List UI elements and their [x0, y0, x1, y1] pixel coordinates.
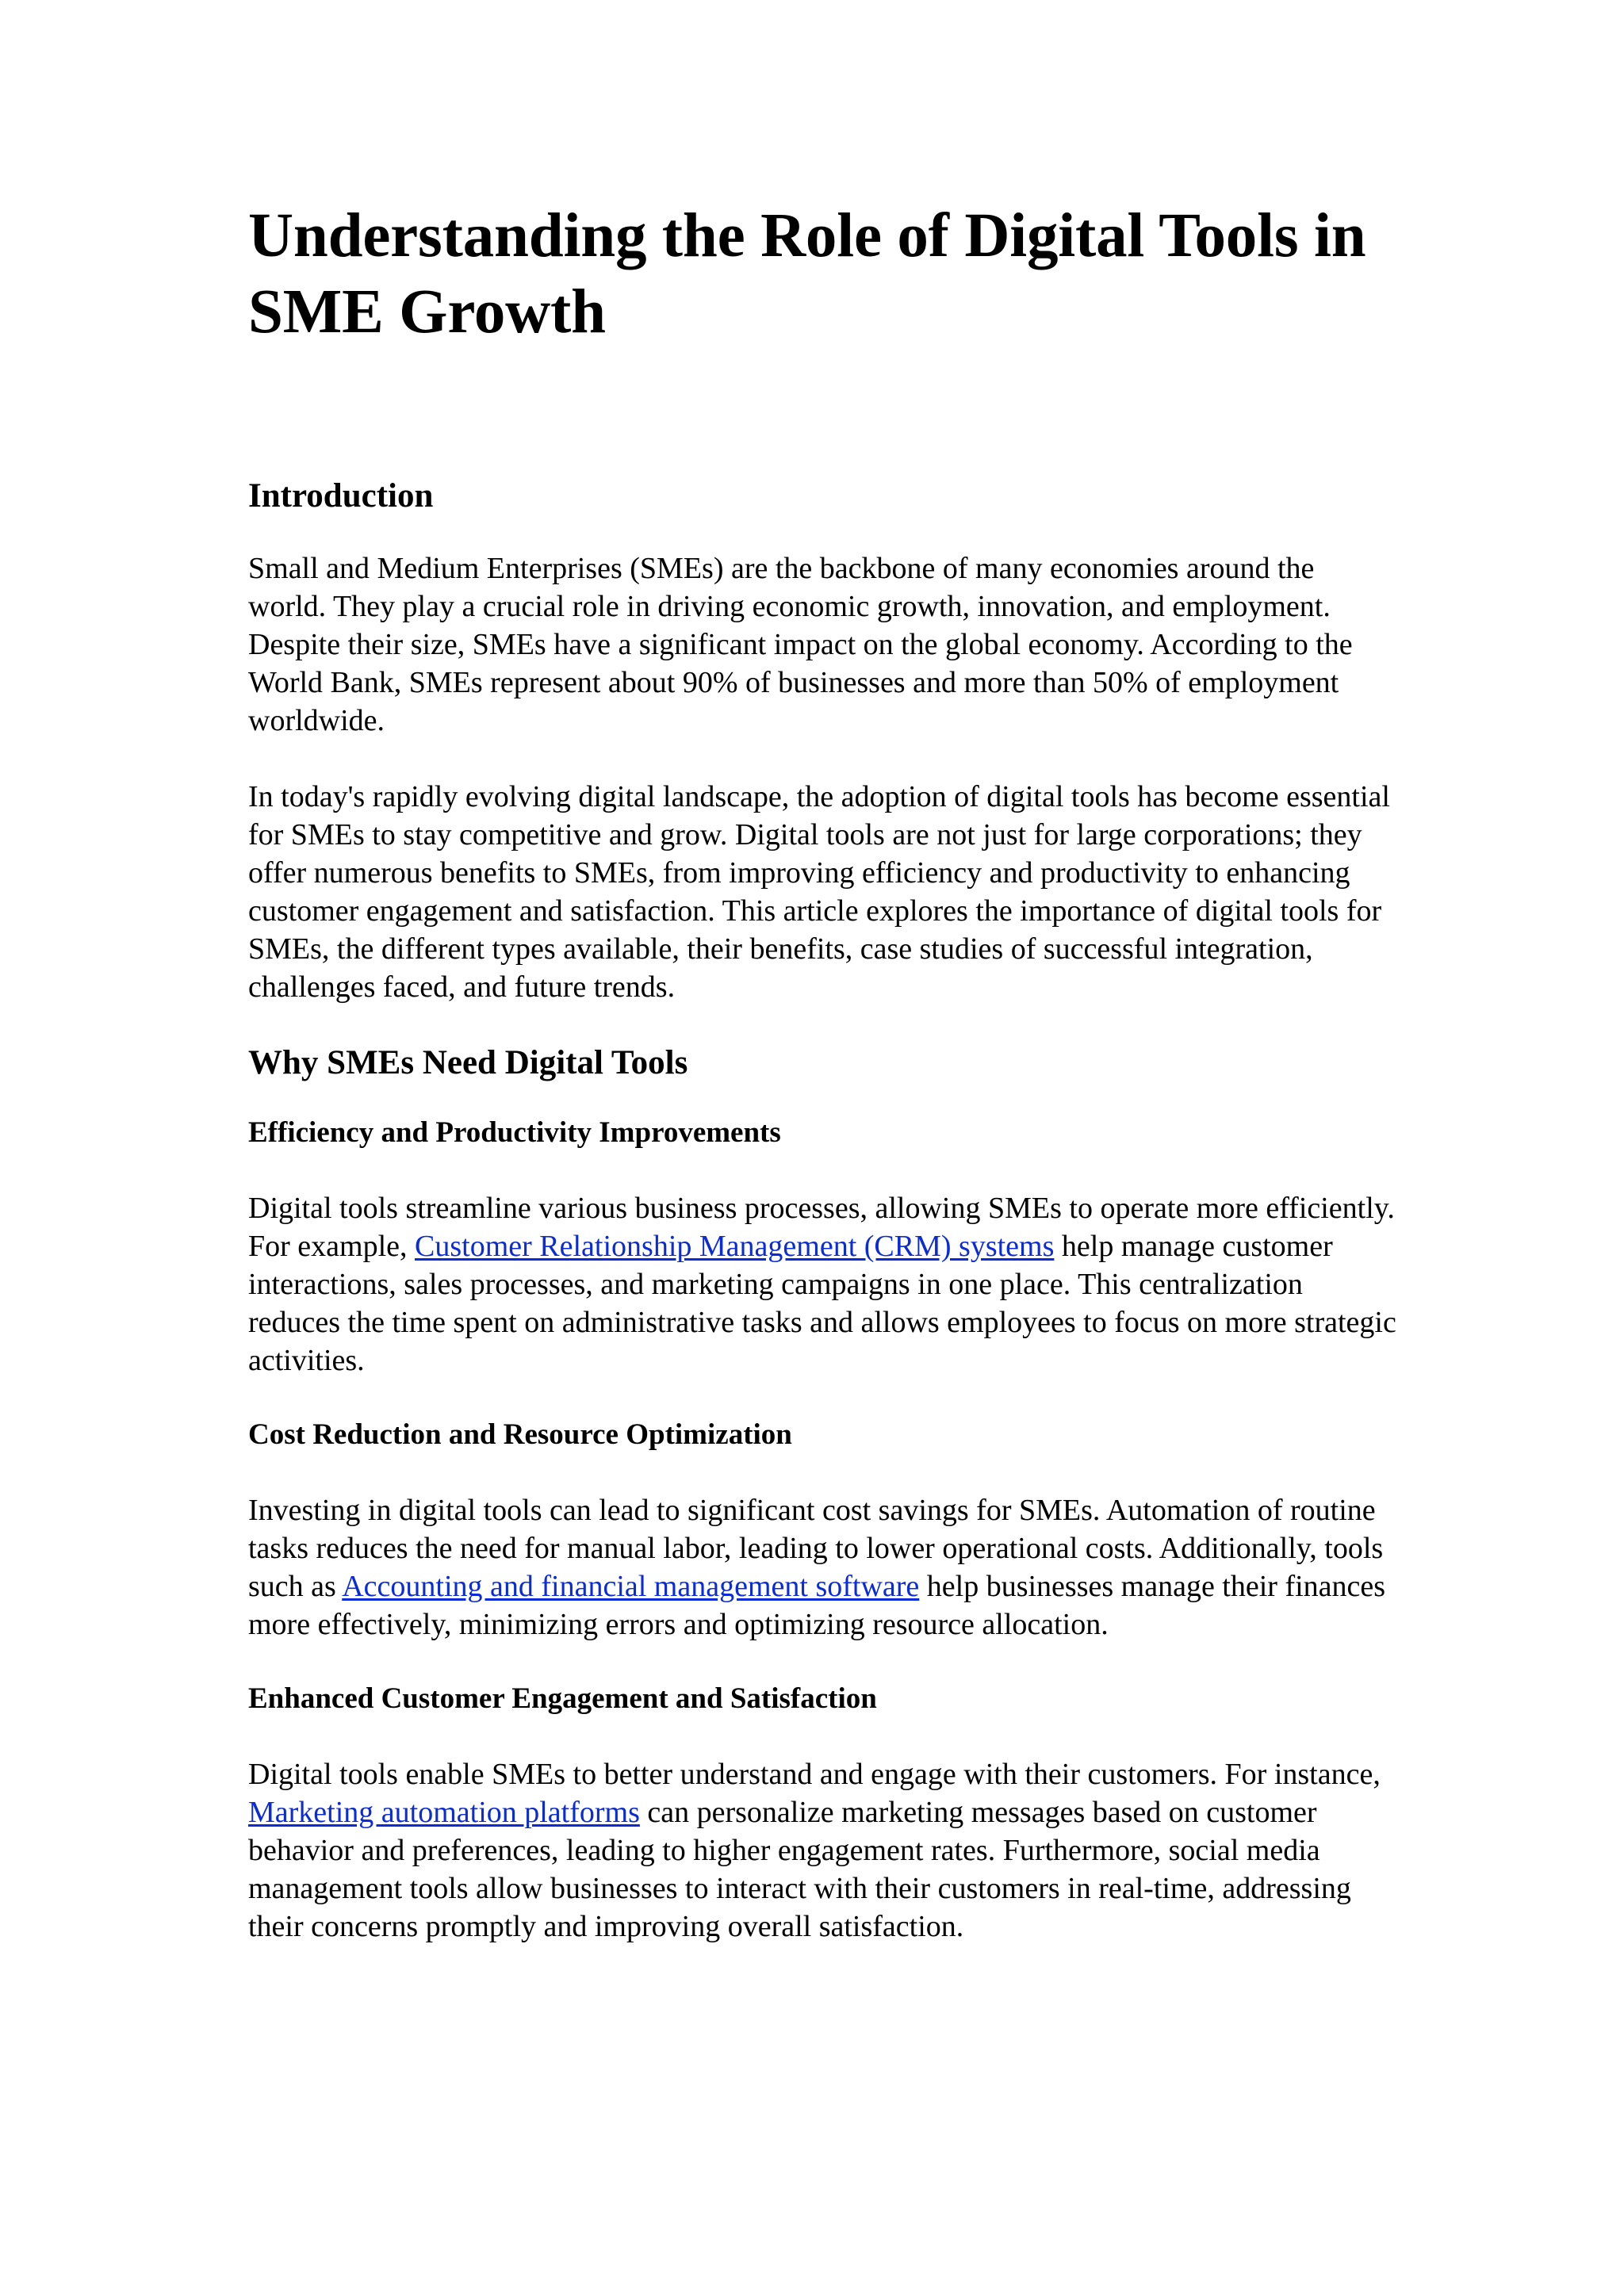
accounting-software-link[interactable]: Accounting and financial management software — [342, 1570, 920, 1603]
customer-text-after: can personalize marketing messages based on customer behavior and preferences, leading to higher engagement rates. Furthermore, social media management tools allow businesses to interact with their customers in real-time, addressing their concerns promptly and improving overall satisfaction. — [248, 1796, 1351, 1943]
efficiency-heading: Efficiency and Productivity Improvements — [248, 1116, 781, 1149]
efficiency-paragraph — [248, 1189, 1398, 1380]
introduction-paragraph-1: Small and Medium Enterprises (SMEs) are the backbone of many economies around the world. They play a crucial role in driving economic growth, innovation, and employment. Despite their size, SMEs have a significant impact on the global economy. According to the World Bank, SMEs represent about 90% of businesses and more than 50% of employment worldwide. — [248, 552, 1353, 737]
cost-text-after: help businesses manage their finances more effectively, minimizing errors and optimizing resource allocation. — [248, 1570, 1386, 1641]
why-smes-need-digital-tools-heading: Why SMEs Need Digital Tools — [248, 1044, 688, 1081]
document-page — [248, 198, 1398, 1946]
introduction-paragraph-2: In today's rapidly evolving digital landscape, the adoption of digital tools has become essential for SMEs to stay competitive and grow. Digital tools are not just for large corporations; they offer numerous benefits to SMEs, from improving efficiency and productivity to enhancing customer engagement and satisfaction. This article explores the importance of digital tools for SMEs, the different types available, their benefits, case studies of successful integration, challenges faced, and future trends. — [248, 780, 1390, 1004]
customer-text-before: Digital tools enable SMEs to better understand and engage with their customers. For instance, — [248, 1758, 1381, 1791]
efficiency-text-before: Digital tools streamline various business processes, allowing SMEs to operate more efficiently. For example, — [248, 1192, 1395, 1263]
customer-engagement-heading: Enhanced Customer Engagement and Satisfaction — [248, 1682, 877, 1715]
cost-reduction-paragraph — [248, 1491, 1398, 1644]
crm-systems-link[interactable]: Customer Relationship Management (CRM) systems — [415, 1230, 1055, 1263]
efficiency-text-after: help manage customer interactions, sales processes, and marketing campaigns in one place. This centralization reduces the time spent on administrative tasks and allows employees to focus on more strategic activities. — [248, 1230, 1396, 1377]
cost-reduction-heading: Cost Reduction and Resource Optimization — [248, 1418, 792, 1451]
document-title: Understanding the Role of Digital Tools in SME Growth — [248, 201, 1366, 346]
cost-text-before: Investing in digital tools can lead to significant cost savings for SMEs. Automation of routine tasks reduces the need for manual labor, leading to lower operational costs. Additionally, tools such as — [248, 1494, 1384, 1603]
introduction-heading: Introduction — [248, 477, 434, 515]
customer-engagement-paragraph — [248, 1755, 1398, 1946]
marketing-automation-link[interactable]: Marketing automation platforms — [248, 1796, 640, 1829]
